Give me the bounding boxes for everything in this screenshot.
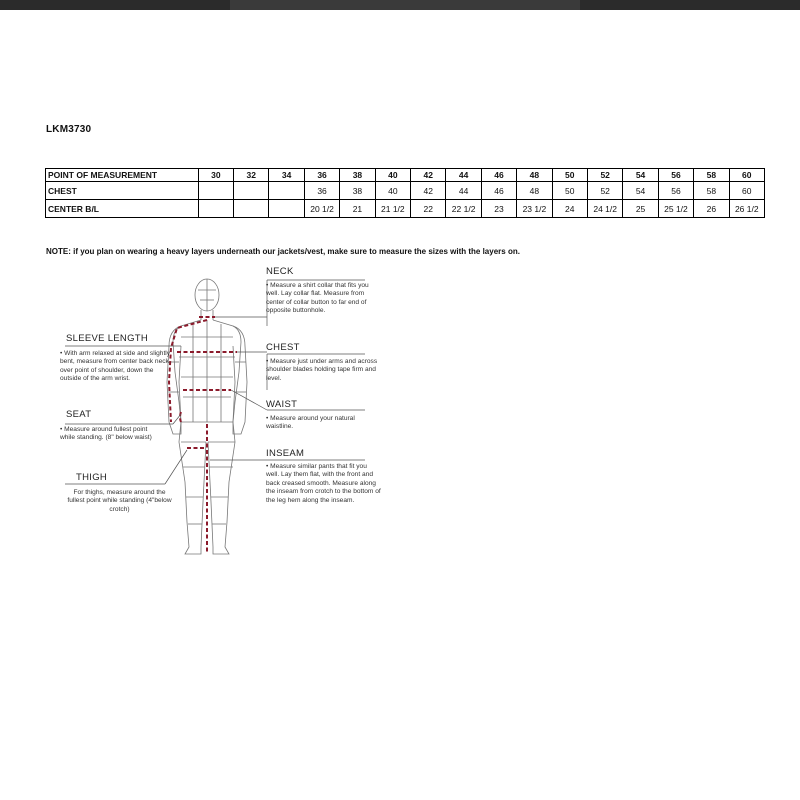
thigh-label: THIGH [76,472,108,483]
chest-label: CHEST [266,342,300,353]
table-cell: 24 1/2 [587,200,622,218]
table-cell [198,182,233,200]
size-header-cell: 50 [552,169,587,182]
table-cell [269,200,304,218]
table-cell [269,182,304,200]
size-header-cell: 40 [375,169,410,182]
inseam-label: INSEAM [266,448,305,459]
table-cell: 26 [694,200,729,218]
table-cell: 21 [340,200,375,218]
table-cell: 58 [694,182,729,200]
sleeve-length-label: SLEEVE LENGTH [66,333,149,344]
table-cell: 54 [623,182,658,200]
table-cell: 56 [658,182,693,200]
size-header-cell: 34 [269,169,304,182]
sleeve-length-description: • With arm relaxed at side and slightly bent, measure from center back neck, over point of shoulder, down the outside of the arm wrist. [60,350,171,383]
table-row [46,200,765,218]
size-chart-table [45,168,765,218]
chest-description: • Measure just under arms and across shoulder blades holding tape firm and level. [266,358,378,382]
model-number: LKM3730 [46,124,92,135]
layering-note: NOTE: if you plan on wearing a heavy layers underneath our jackets/vest, make sure to measure the sizes with the layers on. [46,247,520,256]
table-cell: 48 [517,182,552,200]
size-header-cell: 36 [304,169,339,182]
inseam-description: • Measure similar pants that fit you well. Lay them flat, with the front and back creased smooth. Measure along the inseam from crotch to the bottom of the leg hem along the inseam. [266,463,381,504]
top-bar-segment [230,0,580,10]
table-cell: 44 [446,182,481,200]
size-header-cell: 58 [694,169,729,182]
header-cell: POINT OF MEASUREMENT [46,169,199,182]
table-cell: 24 [552,200,587,218]
size-header-cell: 54 [623,169,658,182]
table-cell: 26 1/2 [729,200,764,218]
table-cell: 23 [481,200,516,218]
table-cell: 36 [304,182,339,200]
table-cell: 22 1/2 [446,200,481,218]
table-cell: 25 [623,200,658,218]
waist-label: WAIST [266,399,298,410]
table-cell: 42 [411,182,446,200]
table-cell: 46 [481,182,516,200]
size-header-cell: 48 [517,169,552,182]
neck-label: NECK [266,266,294,277]
table-cell [198,200,233,218]
seat-description: • Measure around fullest point while standing. (8" below waist) [60,426,152,442]
table-cell [234,200,269,218]
table-row [46,182,765,200]
neck-description: • Measure a shirt collar that fits you well. Lay collar flat. Measure from center of collar button to far end of opposite buttonhole. [266,282,369,315]
seat-label: SEAT [66,409,92,420]
size-header-cell: 56 [658,169,693,182]
size-header-cell: 30 [198,169,233,182]
table-cell: 25 1/2 [658,200,693,218]
waist-description: • Measure around your natural waistline. [266,415,355,431]
row-label-cell: CHEST [46,182,199,200]
thigh-description: For thighs, measure around the fullest point while standing (4"below crotch) [67,489,172,513]
table-cell: 38 [340,182,375,200]
table-cell: 52 [587,182,622,200]
table-cell [234,182,269,200]
size-header-cell: 52 [587,169,622,182]
table-cell: 23 1/2 [517,200,552,218]
size-header-cell: 38 [340,169,375,182]
table-cell: 60 [729,182,764,200]
size-header-cell: 42 [411,169,446,182]
size-header-cell: 60 [729,169,764,182]
size-header-cell: 44 [446,169,481,182]
size-header-cell: 32 [234,169,269,182]
table-cell: 40 [375,182,410,200]
table-header-row [46,169,765,182]
table-cell: 21 1/2 [375,200,410,218]
table-cell: 22 [411,200,446,218]
size-header-cell: 46 [481,169,516,182]
table-cell: 20 1/2 [304,200,339,218]
measurement-guide [55,262,381,572]
row-label-cell: CENTER B/L [46,200,199,218]
table-cell: 50 [552,182,587,200]
top-bar [0,0,800,10]
